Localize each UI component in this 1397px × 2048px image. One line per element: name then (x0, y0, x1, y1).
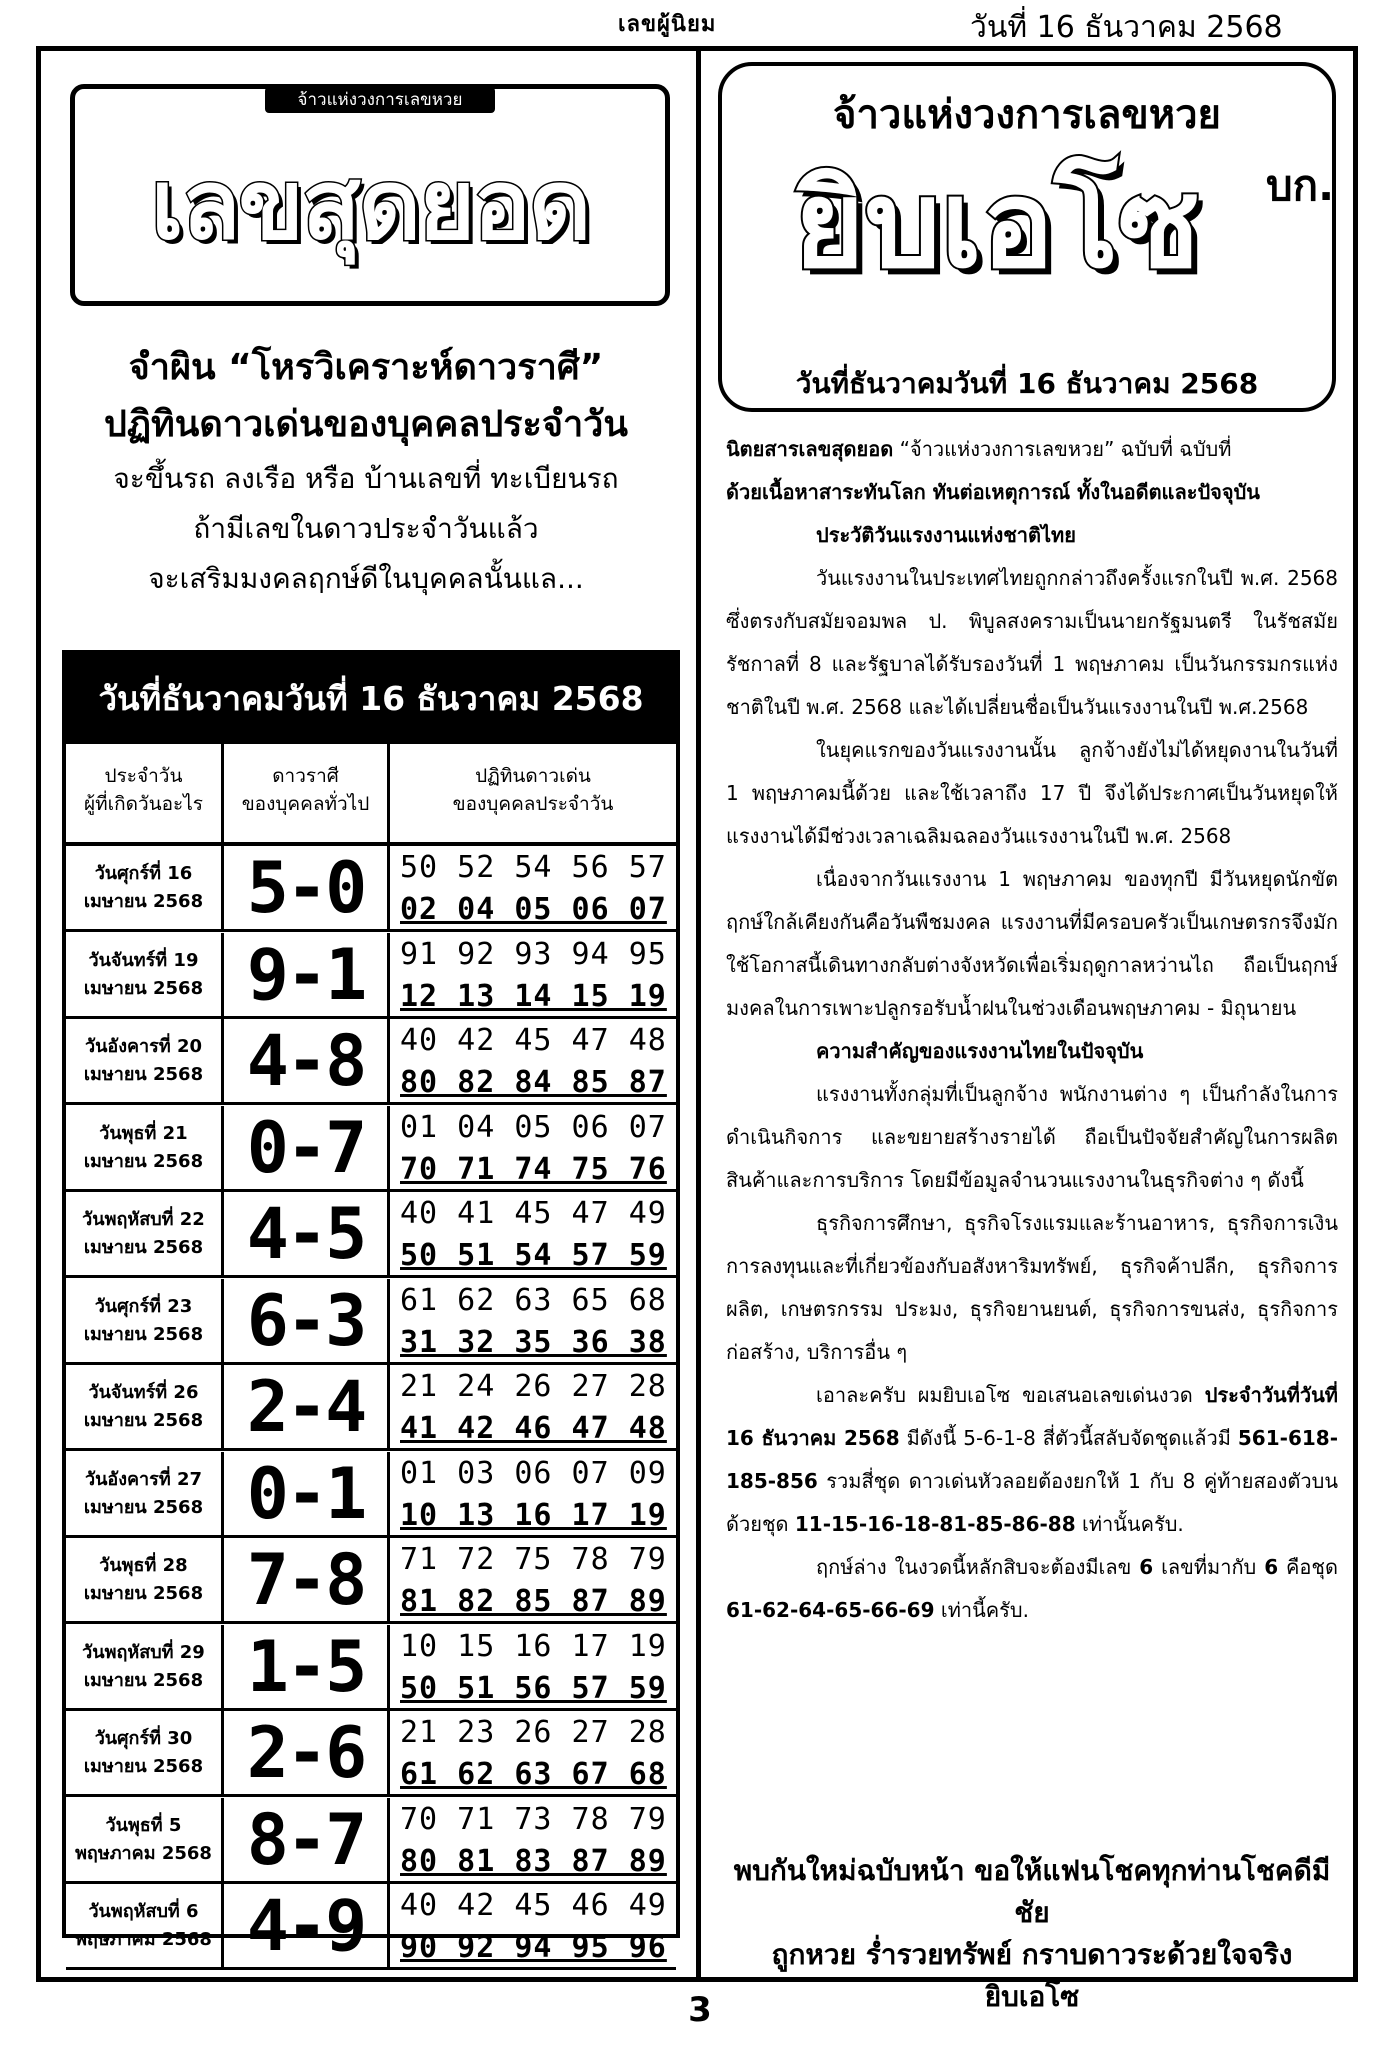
day-label: วันอังคารที่ 27 (84, 1468, 202, 1490)
day-label: วันพุธที่ 5 (105, 1814, 182, 1836)
birthday-cell (66, 1279, 224, 1362)
lucky-numbers-cell (390, 846, 676, 929)
star-pair: 4-9 (224, 1884, 390, 1967)
article-bold: 61-62-64-65-66-69 (726, 1598, 935, 1622)
table-row (66, 1538, 676, 1624)
month-label: เมษายน 2568 (83, 1583, 204, 1604)
day-label: วันศุกร์ที่ 30 (94, 1728, 193, 1749)
day-label: วันพฤหัสบที่ 29 (82, 1641, 205, 1663)
star-pair: 0-7 (224, 1106, 390, 1189)
column-header-birthday (66, 744, 224, 842)
birthday-cell (66, 846, 224, 929)
lucky-numbers-line: 41 42 46 47 48 (400, 1411, 667, 1446)
table-row (66, 1884, 676, 1970)
lucky-numbers-line: 50 52 54 56 57 (400, 850, 667, 885)
table-row (66, 1365, 676, 1451)
closing-message (726, 1850, 1338, 2018)
birthday-cell (66, 933, 224, 1016)
left-logo-tag: จ้าวแห่งวงการเลขหวย (265, 87, 495, 113)
closing-line: ถูกหวย ร่ำรวยทรัพย์ กราบดาวระด้วยใจจริง (771, 1938, 1293, 1971)
birthday-cell (66, 1365, 224, 1448)
birthday-cell (66, 1452, 224, 1535)
star-pair: 2-6 (224, 1711, 390, 1794)
day-label: วันพุธที่ 21 (99, 1122, 188, 1144)
birthday-cell (66, 1711, 224, 1794)
day-label: วันจันทร์ที่ 26 (88, 1382, 199, 1403)
lucky-numbers-line: 50 51 54 57 59 (400, 1238, 667, 1273)
article-text: ฤกษ์ล่าง ในงวดนี้หลักสิบจะต้องมีเลข (816, 1555, 1140, 1579)
month-label: เมษายน 2568 (83, 1756, 204, 1777)
lucky-numbers-line: 70 71 73 78 79 (400, 1801, 667, 1837)
header-text: ปฏิทินดาวเด่น (475, 765, 591, 787)
star-pair: 9-1 (224, 933, 390, 1016)
birthday-cell (66, 1625, 224, 1708)
lucky-numbers-cell (390, 1452, 676, 1535)
star-pair: 0-1 (224, 1452, 390, 1535)
birthday-cell (66, 1538, 224, 1621)
article-subheading: ประวัติวันแรงงานแห่งชาติไทย (816, 523, 1076, 547)
article-text: คือชุด (1278, 1555, 1338, 1579)
right-logo-date: วันที่ธันวาคมวันที่ 16 ธันวาคม 2568 (795, 367, 1259, 400)
month-label: เมษายน 2568 (83, 1410, 204, 1431)
article-text: รวมสี่ชุด ดาวเด่นหัวลอยต้องยกให้ 1 กับ 8 คู่ท้ายสองตัวบนด้วยชุด (726, 1469, 1338, 1536)
lucky-numbers-cell (390, 1711, 676, 1794)
day-label: วันจันทร์ที่ 19 (88, 949, 199, 971)
header-text: ประจำวัน (104, 765, 183, 787)
birthday-cell (66, 1192, 224, 1275)
lucky-numbers-line: 21 24 26 27 28 (400, 1369, 667, 1404)
lucky-numbers-cell (390, 1625, 676, 1708)
column-header-calendar (390, 744, 676, 842)
day-label: วันพุธที่ 28 (99, 1555, 188, 1576)
lucky-numbers-line: 02 04 05 06 07 (400, 892, 667, 927)
header-date: วันที่ 16 ธันวาคม 2568 (970, 10, 1283, 45)
lucky-numbers-cell (390, 933, 676, 1016)
lucky-numbers-line: 40 41 45 47 49 (400, 1196, 667, 1231)
intro-line: จะเสริมมงคลฤกษ์ดีในบุคคลนั้นแล... (148, 562, 584, 595)
article-bold: 11-15-16-18-81-85-86-88 (794, 1512, 1076, 1536)
lucky-numbers-line: 10 13 16 17 19 (400, 1497, 667, 1533)
month-label: พฤษภาคม 2568 (75, 1842, 212, 1864)
left-logo-box (70, 84, 670, 306)
header-text: ของบุคคลประจำวัน (452, 793, 614, 815)
article-bold: ประจำวันที่วันที่ 16 ธันวาคม 2568 (726, 1383, 1338, 1450)
birthday-cell (66, 1884, 224, 1967)
table-row (66, 846, 676, 932)
article-paragraph: ธุรกิจการศึกษา, ธุรกิจโรงแรมและร้านอาหาร, ธุรกิจการเงินการลงทุนและที่เกี่ยวข้องกับอสังหาริมทรัพย์, ธุรกิจค้าปลีก, ธุรกิจการผลิต, เกษตรกรรม ประมง, ธุรกิจยานยนต์, ธุรกิจการขนส่ง, ธุรกิจการก่อสร้าง, บริการอื่น ๆ (726, 1211, 1338, 1364)
article-text: เท่านั้นครับ. (1075, 1512, 1184, 1536)
star-pair: 4-5 (224, 1192, 390, 1275)
star-pair: 5-0 (224, 846, 390, 929)
month-label: เมษายน 2568 (83, 1150, 204, 1172)
article-bold: 6 (1139, 1555, 1154, 1579)
article-lead: นิตยสารเลขสุดยอด (726, 437, 894, 461)
article-bold: 6 (1264, 1555, 1279, 1579)
lucky-numbers-line: 61 62 63 67 68 (400, 1757, 667, 1792)
star-pair: 2-4 (224, 1365, 390, 1448)
table-row (66, 1106, 676, 1192)
header-text: ผู้ที่เกิดวันอะไร (83, 793, 204, 815)
lucky-numbers-cell (390, 1106, 676, 1189)
lucky-number-table (62, 650, 680, 1967)
table-row (66, 1452, 676, 1538)
table-row (66, 1711, 676, 1797)
article-paragraph (726, 1546, 1338, 1632)
table-row (66, 1019, 676, 1105)
article-text: “จ้าวแห่งวงการเลขหวย” ฉบับที่ ฉบับที่ (893, 437, 1232, 461)
column-divider (696, 46, 701, 1982)
article-subheading: ความสำคัญของแรงงานไทยในปัจจุบัน (816, 1039, 1144, 1063)
header-text: ของบุคคลทั่วไป (241, 793, 370, 815)
month-label: เมษายน 2568 (83, 977, 204, 999)
right-logo-side-label: บก. (1266, 161, 1335, 210)
lucky-numbers-cell (390, 1538, 676, 1621)
lucky-numbers-line: 40 42 45 46 49 (400, 1888, 667, 1923)
day-label: วันศุกร์ที่ 23 (94, 1295, 193, 1317)
month-label: เมษายน 2568 (83, 1064, 204, 1085)
lucky-numbers-cell (390, 1019, 676, 1102)
lucky-numbers-line: 01 04 05 06 07 (400, 1109, 667, 1145)
column-header-star-sign (224, 744, 390, 842)
table-row (66, 1192, 676, 1278)
lucky-numbers-line: 12 13 14 15 19 (400, 978, 667, 1014)
left-logo-title: เลขสุดยอด (150, 149, 590, 261)
closing-signature: ยิบเอโซ (984, 1980, 1080, 2013)
lucky-numbers-line: 21 23 26 27 28 (400, 1715, 667, 1750)
day-label: วันอังคารที่ 20 (84, 1036, 202, 1057)
lucky-numbers-line: 61 62 63 65 68 (400, 1282, 667, 1318)
intro-line: จำผิน “โหรวิเคราะห์ดาวราศี” (128, 347, 604, 388)
table-row (66, 933, 676, 1019)
month-label: เมษายน 2568 (83, 1237, 204, 1258)
header-text: ดาวราศี (272, 765, 339, 787)
article-text: เท่านี้ครับ. (934, 1598, 1029, 1622)
lucky-numbers-cell (390, 1279, 676, 1362)
article-paragraph (726, 1374, 1338, 1546)
lucky-numbers-line: 80 81 83 87 89 (400, 1843, 667, 1879)
article-paragraph (726, 428, 1338, 471)
star-pair: 6-3 (224, 1279, 390, 1362)
day-label: วันพฤหัสบที่ 22 (82, 1209, 205, 1230)
star-pair: 1-5 (224, 1625, 390, 1708)
birthday-cell (66, 1798, 224, 1881)
article-body (726, 428, 1338, 1632)
lucky-numbers-line: 90 92 94 95 96 (400, 1930, 667, 1965)
lucky-numbers-cell (390, 1884, 676, 1967)
left-intro (56, 340, 676, 604)
birthday-cell (66, 1019, 224, 1102)
month-label: เมษายน 2568 (83, 891, 204, 912)
lucky-numbers-line: 71 72 75 78 79 (400, 1542, 667, 1577)
header-logo-text: เลขผู้นิยม (618, 12, 717, 37)
intro-line: ปฏิทินดาวเด่นของบุคคลประจำวัน (103, 404, 628, 445)
lucky-numbers-line: 50 51 56 57 59 (400, 1670, 667, 1706)
article-paragraph: ด้วยเนื้อหาสาระทันโลก ทันต่อเหตุการณ์ ทั้งในอดีตและปัจจุบัน (726, 480, 1260, 504)
lucky-numbers-line: 91 92 93 94 95 (400, 936, 667, 972)
month-label: เมษายน 2568 (83, 1323, 204, 1345)
month-label: พฤษภาคม 2568 (75, 1929, 212, 1950)
table-row (66, 1625, 676, 1711)
month-label: เมษายน 2568 (83, 1496, 204, 1518)
table-header (66, 744, 676, 846)
intro-line: ถ้ามีเลขในดาวประจำวันแล้ว (193, 512, 539, 545)
birthday-cell (66, 1106, 224, 1189)
article-paragraph: ในยุคแรกของวันแรงงานนั้น ลูกจ้างยังไม่ได้หยุดงานในวันที่ 1 พฤษภาคมนี้ด้วย และใช้เวลาถึง 17 ปี จึงได้ประกาศเป็นวันหยุดให้แรงงานได้มีช่วงเวลาเฉลิมฉลองวันแรงงานในปี พ.ศ. 2568 (726, 738, 1338, 848)
star-pair: 7-8 (224, 1538, 390, 1621)
page-header (0, 0, 1397, 48)
lucky-numbers-line: 80 82 84 85 87 (400, 1065, 667, 1100)
lucky-numbers-cell (390, 1798, 676, 1881)
day-label: วันศุกร์ที่ 16 (94, 863, 193, 884)
lucky-numbers-cell (390, 1192, 676, 1275)
star-pair: 8-7 (224, 1798, 390, 1881)
month-label: เมษายน 2568 (83, 1669, 204, 1691)
lucky-numbers-line: 01 03 06 07 09 (400, 1455, 667, 1491)
article-text: เอาละครับ ผมยิบเอโซ ขอเสนอเลขเด่นงวด (816, 1383, 1205, 1407)
article-text: เลขที่มากับ (1153, 1555, 1265, 1579)
closing-line: พบกันใหม่ฉบับหน้า ขอให้แฟนโชคทุกท่านโชคดีมีชัย (733, 1854, 1331, 1929)
intro-line: จะขึ้นรถ ลงเรือ หรือ บ้านเลขที่ ทะเบียนรถ (113, 462, 619, 495)
article-bold: 561-618-185-856 (726, 1426, 1338, 1493)
right-logo-tag: จ้าวแห่งวงการเลขหวย (833, 92, 1221, 138)
table-row (66, 1279, 676, 1365)
lucky-numbers-line: 70 71 74 75 76 (400, 1151, 667, 1187)
article-text: มีดังนี้ 5-6-1-8 สี่ตัวนี้สลับจัดชุดแล้วมี (899, 1426, 1238, 1450)
table-row (66, 1798, 676, 1884)
lucky-numbers-line: 81 82 85 87 89 (400, 1584, 667, 1619)
lucky-numbers-line: 10 15 16 17 19 (400, 1628, 667, 1664)
star-pair: 4-8 (224, 1019, 390, 1102)
lucky-numbers-cell (390, 1365, 676, 1448)
lucky-numbers-line: 40 42 45 47 48 (400, 1023, 667, 1058)
article-paragraph: วันแรงงานในประเทศไทยถูกกล่าวถึงครั้งแรกในปี พ.ศ. 2568 ซึ่งตรงกับสมัยจอมพล ป. พิบูลสงครามเป็นนายกรัฐมนตรี ในรัชสมัยรัชกาลที่ 8 และรัฐบาลได้รับรองวันที่ 1 พฤษภาคม เป็นวันกรรมกรแห่งชาติในปี พ.ศ. 2568 และได้เปลี่ยนชื่อเป็นวันแรงงานในปี พ.ศ.2568 (726, 566, 1338, 719)
right-logo-title: ยิบเอโซ (794, 156, 1200, 295)
table-title: วันที่ธันวาคมวันที่ 16 ธันวาคม 2568 (66, 654, 676, 744)
article-paragraph: เนื่องจากวันแรงงาน 1 พฤษภาคม ของทุกปี มีวันหยุดนักขัตฤกษ์ใกล้เคียงกันคือวันพืชมงคล แรงงานที่มีครอบครัวเป็นเกษตรกรจึงมักใช้โอกาสนี้เดินทางกลับต่างจังหวัดเพื่อเริ่มฤดูกาลหว่านไถ ถือเป็นฤกษ์มงคลในการเพาะปลูกรอรับน้ำฝนในช่วงเดือนพฤษภาคม - มิถุนายน (726, 867, 1338, 1020)
right-logo-box (718, 62, 1336, 412)
page-number: 3 (688, 1990, 712, 2030)
article-paragraph: แรงงานทั้งกลุ่มที่เป็นลูกจ้าง พนักงานต่าง ๆ เป็นกำลังในการดำเนินกิจการ และขยายสร้างรายได้ ถือเป็นปัจจัยสำคัญในการผลิตสินค้าและการบริการ โดยมีข้อมูลจำนวนแรงงานในธุรกิจต่าง ๆ ดังนี้ (726, 1082, 1338, 1192)
lucky-numbers-line: 31 32 35 36 38 (400, 1324, 667, 1360)
day-label: วันพฤหัสบที่ 6 (88, 1901, 199, 1922)
